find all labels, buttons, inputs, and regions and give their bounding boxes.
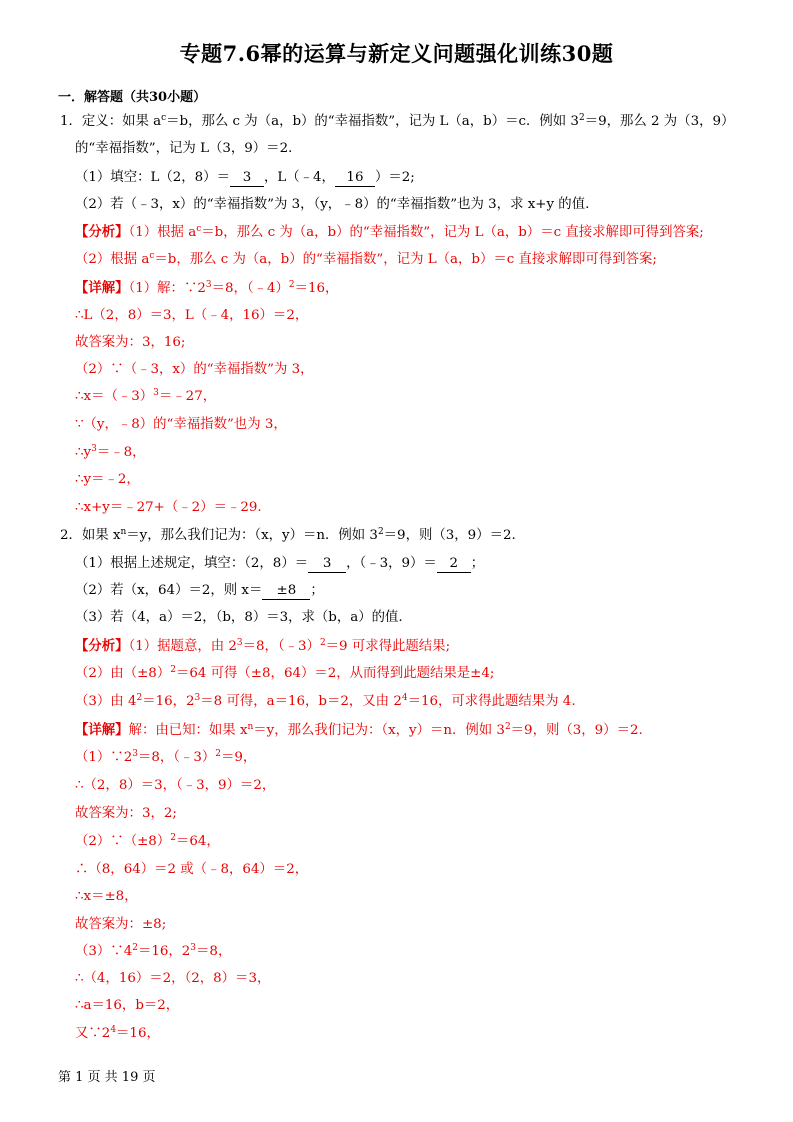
q2-answer-blank-2: 2 — [437, 556, 471, 573]
q1-line-1: 1．定义：如果 $a^c=b$，那么 c 为（a，b）的“幸福指数”，记为 L（a，b）＝c．例如 $3^2=9$，那么 2 为（3，9） — [60, 113, 735, 129]
q2-analysis-2: （2）由$(\pm 8)^2=64$ 可得（±8，64）＝2，从而得到此题结果是±4; — [75, 665, 495, 681]
page-footer: 第 1 页 共 19 页 — [58, 1070, 156, 1085]
q1-part-1: （1）填空：L（2，8）＝ 3 ，L（﹣4， 16 ）＝2; — [75, 170, 415, 185]
q2-detail-5: $(2)\because(\pm 8)^2=64$， — [75, 833, 220, 849]
q1-detail-7: $\therefore y^3=﹣8$， — [75, 444, 146, 460]
q2-detail-3: ∴（2，8）＝3，（﹣3，9）＝2， — [75, 778, 276, 793]
q2-analysis-1: 【分析】（1）据题意，由 $2^3=8$，（﹣3）$^2$＝9 可求得此题结果; — [75, 638, 451, 654]
q1-detail-1: 【详解】（1）解：$\because 2^3=8$，（﹣4）$^2$＝16， — [75, 280, 339, 296]
q2-detail-1: 【详解】解：由已知：如果 $x^n=y$，那么我们记为：（x，y）＝n．例如 $3^2=9$，则（3，9）＝2. — [75, 722, 643, 738]
q2-detail-11: ∴a＝16，b＝2， — [75, 998, 180, 1013]
q2-answer-blank-1: 3 — [308, 556, 346, 573]
q2-detail-9: $(3)\because 4^2=16$，$2^3=8$， — [75, 943, 232, 959]
q2-part-1: （1）根据上述规定，填空：（2，8）＝ 3 ，（﹣3，9）＝ 2 ； — [75, 556, 485, 571]
page-title: 专题7.6幂的运算与新定义问题强化训练30题 — [179, 41, 614, 66]
q2-part-3: （3）若（4，a）＝2，（b，8）＝3，求（b，a）的值. — [75, 610, 403, 625]
q1-detail-9: ∴x+y＝﹣27+（﹣2）＝﹣29. — [75, 500, 262, 515]
q2-detail-7: ∴x＝±8， — [75, 889, 138, 904]
q1-answer-blank-1: 3 — [230, 170, 264, 187]
q1-detail-8: ∴y＝﹣2， — [75, 472, 140, 487]
q2-detail-12: 又$\because 2^4=16$， — [75, 1025, 160, 1041]
q1-detail-5: ∴x＝（﹣3）$^3$＝﹣27， — [75, 388, 217, 404]
q2-answer-blank-3: ±8 — [262, 583, 310, 600]
q1-part-2: （2）若（﹣3，x）的“幸福指数”为 3，（y，﹣8）的“幸福指数”也为 3，求 x+y 的值. — [75, 197, 590, 212]
section-heading: 一．解答题（共30小题） — [58, 90, 207, 105]
q1-detail-6: ∵（y，﹣8）的“幸福指数”也为 3， — [75, 417, 287, 432]
q1-analysis-1: 【分析】（1）根据 $a^c=b$，那么 c 为（a，b）的“幸福指数”，记为 L（a，b）＝c 直接求解即可得到答案; — [75, 224, 704, 240]
q2-analysis-3: （3）由 $4^2=16$，$2^3=8$ 可得，a＝16，b＝2，又由 $2^4=16$，可求得此题结果为 4. — [75, 693, 576, 709]
q2-detail-10: ∴（4，16）＝2，（2，8）＝3， — [75, 971, 271, 986]
q2-detail-6: ∴（8，64）＝2 或（﹣8，64）＝2， — [75, 862, 309, 877]
q1-detail-4: （2）∵（﹣3，x）的“幸福指数”为 3， — [75, 362, 314, 377]
q2-detail-2: $(1)\because 2^3=8$，（﹣3）$^2$＝9， — [75, 749, 257, 765]
q1-detail-2: ∴L（2，8）＝3，L（﹣4，16）＝2， — [75, 308, 309, 323]
q1-analysis-2: （2）根据 $a^c=b$，那么 c 为（a，b）的“幸福指数”，记为 L（a，b）＝c 直接求解即可得到答案; — [75, 251, 657, 267]
q2-detail-4: 故答案为：3，2; — [75, 806, 177, 821]
q2-detail-8: 故答案为：±8; — [75, 917, 167, 932]
q1-answer-blank-2: 16 — [335, 170, 375, 187]
q2-part-2: （2）若（x，64）＝2，则 x＝ ±8 ； — [75, 583, 324, 598]
q2-line-1: 2．如果 $x^n=y$，那么我们记为：（x，y）＝n．例如 $3^2=9$，则（3，9）＝2. — [60, 527, 516, 543]
q1-detail-3: 故答案为：3，16; — [75, 335, 186, 350]
q1-line-2: 的“幸福指数”，记为 L（3，9）＝2. — [75, 141, 293, 156]
